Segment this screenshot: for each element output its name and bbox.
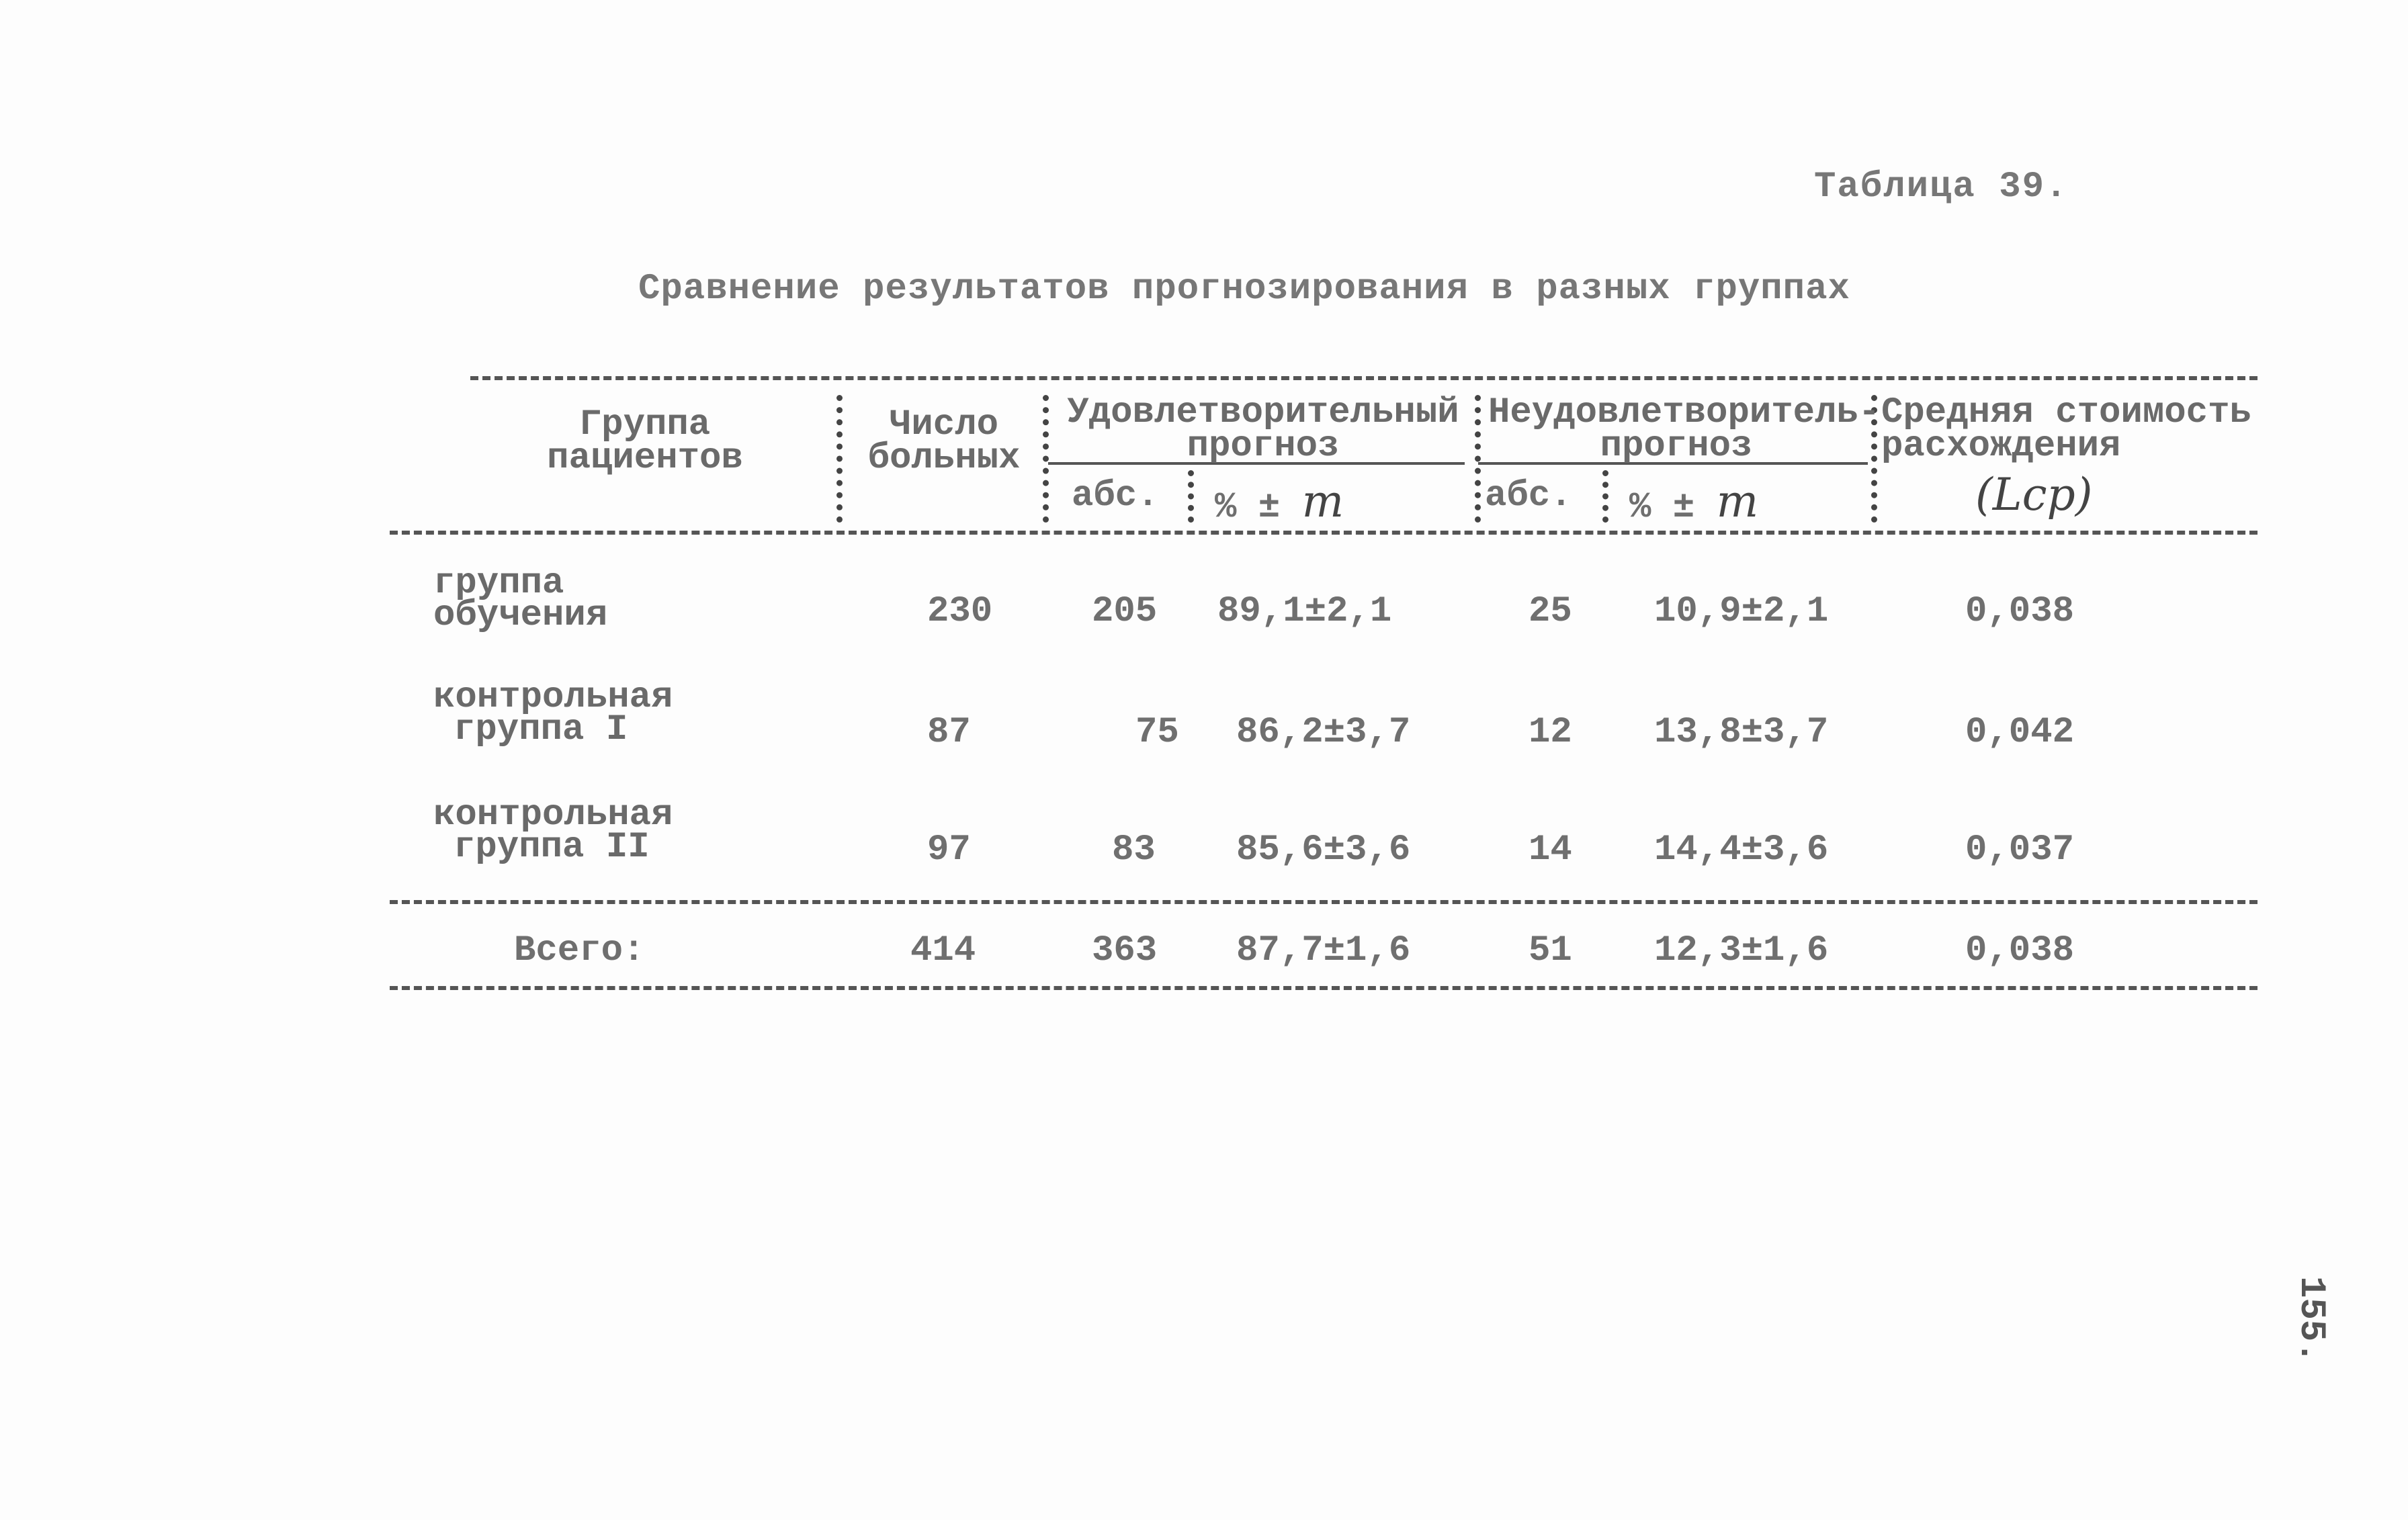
header-count-line2: больных bbox=[867, 438, 1021, 479]
header-satisfactory-line2: прогноз bbox=[1187, 426, 1340, 467]
subheader-unsat-abs: абс. bbox=[1485, 476, 1572, 517]
header-cost-line2: расхождения bbox=[1881, 426, 2121, 467]
header-separator-1 bbox=[836, 395, 843, 523]
row2-sat-pct: 86,2±3,7 bbox=[1236, 712, 1411, 753]
subheader-sat-abs: абс. bbox=[1072, 476, 1159, 517]
header-count bbox=[853, 404, 1035, 479]
row2-unsat-pct: 13,8±3,7 bbox=[1654, 712, 1829, 753]
total-label: Всего: bbox=[514, 930, 645, 971]
header-separator-5 bbox=[1602, 470, 1608, 523]
row1-sat-pct: 89,1±2,1 bbox=[1217, 591, 1392, 632]
header-unsatisfactory-line1: Неудовлетворитель- bbox=[1488, 392, 1881, 433]
row1-unsat-abs: 25 bbox=[1529, 591, 1572, 632]
header-satisfactory-line1: Удовлетворительный bbox=[1067, 392, 1459, 433]
header-cost bbox=[1881, 392, 2258, 467]
subheader-sat-m: m bbox=[1301, 476, 1344, 527]
header-cost-line1: Средняя стоимость bbox=[1881, 392, 2251, 433]
header-separator-2 bbox=[1043, 395, 1049, 523]
row2-unsat-abs: 12 bbox=[1529, 712, 1572, 753]
row3-label bbox=[433, 795, 673, 868]
row1-unsat-pct: 10,9±2,1 bbox=[1654, 591, 1829, 632]
subheader-lcp: (Lcp) bbox=[1975, 469, 2093, 521]
total-top-rule bbox=[390, 900, 2258, 904]
header-separator-3 bbox=[1188, 470, 1194, 523]
table-title: Сравнение результатов прогнозирования в разных группах bbox=[638, 269, 1850, 310]
row3-count: 97 bbox=[927, 830, 971, 870]
header-unsatisfactory-line2: прогноз bbox=[1600, 426, 1753, 467]
header-count-line1: Число bbox=[889, 404, 999, 445]
row1-count: 230 bbox=[927, 591, 993, 632]
row1-label-line1: группа bbox=[433, 563, 564, 604]
row2-sat-abs: 75 bbox=[1135, 712, 1179, 753]
header-group-line1: Группа bbox=[579, 404, 711, 445]
subheader-unsat-pct-sign: % ± bbox=[1629, 487, 1695, 528]
top-rule bbox=[470, 376, 2258, 380]
header-separator-4 bbox=[1475, 395, 1481, 523]
row1-cost: 0,038 bbox=[1965, 591, 2075, 632]
subheader-sat-pct bbox=[1215, 476, 1344, 528]
row2-label-line1: контрольная bbox=[433, 677, 673, 718]
total-sat-pct: 87,7±1,6 bbox=[1236, 930, 1411, 971]
header-bottom-rule bbox=[390, 531, 2258, 535]
row2-label-line2: группа I bbox=[454, 709, 628, 750]
row3-cost: 0,037 bbox=[1965, 830, 2075, 870]
header-group bbox=[484, 404, 806, 479]
total-unsat-abs: 51 bbox=[1529, 930, 1572, 971]
header-satisfactory bbox=[1062, 392, 1465, 467]
total-count: 414 bbox=[910, 930, 976, 971]
subheader-unsat-m: m bbox=[1716, 476, 1759, 527]
header-group-line2: пациентов bbox=[547, 438, 743, 479]
row1-label-line2: обучения bbox=[433, 595, 608, 636]
total-cost: 0,038 bbox=[1965, 930, 2075, 971]
total-sat-abs: 363 bbox=[1092, 930, 1158, 971]
page-number: 155. bbox=[2290, 1276, 2331, 1363]
row3-unsat-abs: 14 bbox=[1529, 830, 1572, 870]
bottom-rule bbox=[390, 986, 2258, 990]
row2-count: 87 bbox=[927, 712, 971, 753]
table-caption: Таблица 39. bbox=[1814, 167, 2069, 208]
row2-label bbox=[433, 677, 673, 750]
row3-sat-pct: 85,6±3,6 bbox=[1236, 830, 1411, 870]
header-unsatisfactory bbox=[1488, 392, 1881, 467]
row3-label-line1: контрольная bbox=[433, 795, 673, 836]
row2-cost: 0,042 bbox=[1965, 712, 2075, 753]
subheader-sat-pct-sign: % ± bbox=[1215, 487, 1281, 528]
subheader-unsat-pct bbox=[1629, 476, 1758, 528]
row1-sat-abs: 205 bbox=[1092, 591, 1158, 632]
total-unsat-pct: 12,3±1,6 bbox=[1654, 930, 1829, 971]
row3-label-line2: группа II bbox=[454, 827, 650, 868]
row3-unsat-pct: 14,4±3,6 bbox=[1654, 830, 1829, 870]
row1-label bbox=[433, 563, 608, 636]
row3-sat-abs: 83 bbox=[1112, 830, 1156, 870]
